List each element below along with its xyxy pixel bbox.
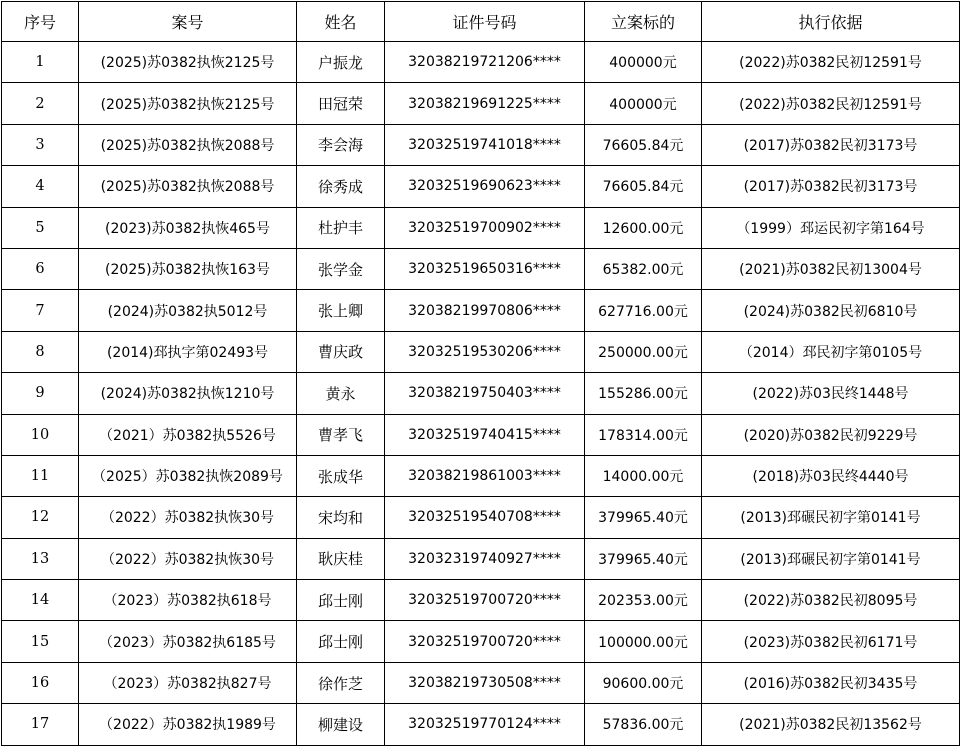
table-row (2, 290, 960, 331)
cell-index: 9 (2, 373, 79, 414)
cell-case-number: （2023）苏0382执6185号 (79, 621, 297, 662)
cell-basis: (2013)邳碾民初字第0141号 (702, 538, 960, 579)
header-index: 序号 (2, 2, 79, 42)
cell-case-number: （2023）苏0382执618号 (79, 580, 297, 621)
table-row (2, 455, 960, 496)
cell-index: 6 (2, 248, 79, 289)
table-row (2, 42, 960, 83)
header-name: 姓名 (297, 2, 385, 42)
cell-case-number: （2022）苏0382执1989号 (79, 704, 297, 745)
cell-amount: 400000元 (585, 42, 702, 83)
cell-basis: (2023)苏0382民初6171号 (702, 621, 960, 662)
cell-basis: (2017)苏0382民初3173号 (702, 124, 960, 165)
cell-id-number: 32032519650316**** (385, 248, 585, 289)
enforcement-table (1, 1, 960, 746)
cell-name: 杜护丰 (297, 207, 385, 248)
cell-case-number: (2025)苏0382执恢2125号 (79, 83, 297, 124)
cell-name: 柳建设 (297, 704, 385, 745)
cell-index: 12 (2, 497, 79, 538)
cell-case-number: (2024)苏0382执恢1210号 (79, 373, 297, 414)
cell-basis: (2021)苏0382民初13562号 (702, 704, 960, 745)
cell-basis: (2018)苏03民终4440号 (702, 455, 960, 496)
cell-basis: （2014）邳民初字第0105号 (702, 331, 960, 372)
cell-name: 田冠荣 (297, 83, 385, 124)
cell-basis: (2013)邳碾民初字第0141号 (702, 497, 960, 538)
cell-name: 徐秀成 (297, 166, 385, 207)
cell-index: 3 (2, 124, 79, 165)
header-basis: 执行依据 (702, 2, 960, 42)
cell-name: 户振龙 (297, 42, 385, 83)
cell-id-number: 32032519741018**** (385, 124, 585, 165)
cell-amount: 76605.84元 (585, 124, 702, 165)
cell-name: 张成华 (297, 455, 385, 496)
cell-case-number: (2023)苏0382执恢465号 (79, 207, 297, 248)
cell-case-number: （2023）苏0382执827号 (79, 662, 297, 703)
table-row (2, 124, 960, 165)
cell-amount: 14000.00元 (585, 455, 702, 496)
cell-case-number: （2021）苏0382执5526号 (79, 414, 297, 455)
cell-id-number: 32038219691225**** (385, 83, 585, 124)
table-row (2, 414, 960, 455)
cell-index: 2 (2, 83, 79, 124)
cell-basis: (2022)苏0382民初12591号 (702, 42, 960, 83)
cell-case-number: （2022）苏0382执恢30号 (79, 497, 297, 538)
header-case-number: 案号 (79, 2, 297, 42)
cell-name: 耿庆桂 (297, 538, 385, 579)
cell-name: 邱士刚 (297, 621, 385, 662)
cell-name: 曹庆政 (297, 331, 385, 372)
cell-amount: 57836.00元 (585, 704, 702, 745)
cell-id-number: 32032519530206**** (385, 331, 585, 372)
cell-id-number: 32038219721206**** (385, 42, 585, 83)
cell-index: 11 (2, 455, 79, 496)
cell-name: 徐作芝 (297, 662, 385, 703)
cell-id-number: 32032519700720**** (385, 621, 585, 662)
table-row (2, 497, 960, 538)
cell-id-number: 32032519740415**** (385, 414, 585, 455)
cell-id-number: 32032519700720**** (385, 580, 585, 621)
cell-case-number: (2025)苏0382执恢2125号 (79, 42, 297, 83)
cell-id-number: 32032519690623**** (385, 166, 585, 207)
cell-id-number: 32038219970806**** (385, 290, 585, 331)
cell-amount: 76605.84元 (585, 166, 702, 207)
table-row (2, 207, 960, 248)
cell-basis: （1999）邳运民初字第164号 (702, 207, 960, 248)
cell-amount: 90600.00元 (585, 662, 702, 703)
table-row (2, 662, 960, 703)
cell-name: 李会海 (297, 124, 385, 165)
cell-id-number: 32032319740927**** (385, 538, 585, 579)
cell-index: 7 (2, 290, 79, 331)
header-amount: 立案标的 (585, 2, 702, 42)
cell-case-number: (2024)苏0382执5012号 (79, 290, 297, 331)
cell-amount: 202353.00元 (585, 580, 702, 621)
table-row (2, 166, 960, 207)
table-header (2, 2, 960, 42)
cell-basis: (2022)苏0382民初12591号 (702, 83, 960, 124)
cell-name: 宋均和 (297, 497, 385, 538)
cell-index: 14 (2, 580, 79, 621)
cell-name: 张学金 (297, 248, 385, 289)
cell-amount: 100000.00元 (585, 621, 702, 662)
cell-amount: 627716.00元 (585, 290, 702, 331)
cell-id-number: 32038219730508**** (385, 662, 585, 703)
cell-amount: 178314.00元 (585, 414, 702, 455)
table-row (2, 538, 960, 579)
table-row (2, 83, 960, 124)
header-row (2, 2, 960, 42)
cell-id-number: 32038219750403**** (385, 373, 585, 414)
table-row (2, 580, 960, 621)
cell-index: 13 (2, 538, 79, 579)
table-body (2, 42, 960, 746)
cell-case-number: (2025)苏0382执恢2088号 (79, 166, 297, 207)
cell-basis: (2017)苏0382民初3173号 (702, 166, 960, 207)
cell-amount: 379965.40元 (585, 538, 702, 579)
cell-index: 16 (2, 662, 79, 703)
table-row (2, 373, 960, 414)
cell-amount: 12600.00元 (585, 207, 702, 248)
cell-id-number: 32032519540708**** (385, 497, 585, 538)
cell-id-number: 32032519700902**** (385, 207, 585, 248)
cell-index: 4 (2, 166, 79, 207)
cell-index: 1 (2, 42, 79, 83)
table-row (2, 331, 960, 372)
cell-index: 15 (2, 621, 79, 662)
cell-case-number: （2022）苏0382执恢30号 (79, 538, 297, 579)
cell-basis: (2016)苏0382民初3435号 (702, 662, 960, 703)
cell-basis: (2022)苏03民终1448号 (702, 373, 960, 414)
cell-case-number: (2014)邳执字第02493号 (79, 331, 297, 372)
cell-index: 10 (2, 414, 79, 455)
cell-amount: 155286.00元 (585, 373, 702, 414)
cell-basis: (2022)苏0382民初8095号 (702, 580, 960, 621)
cell-name: 邱士刚 (297, 580, 385, 621)
cell-id-number: 32038219861003**** (385, 455, 585, 496)
cell-case-number: (2025)苏0382执恢163号 (79, 248, 297, 289)
table-row (2, 621, 960, 662)
cell-amount: 379965.40元 (585, 497, 702, 538)
cell-case-number: （2025）苏0382执恢2089号 (79, 455, 297, 496)
cell-amount: 250000.00元 (585, 331, 702, 372)
header-id-number: 证件号码 (385, 2, 585, 42)
table-row (2, 248, 960, 289)
cell-basis: (2020)苏0382民初9229号 (702, 414, 960, 455)
cell-amount: 65382.00元 (585, 248, 702, 289)
cell-index: 17 (2, 704, 79, 745)
table-row (2, 704, 960, 745)
cell-name: 张上卿 (297, 290, 385, 331)
cell-index: 5 (2, 207, 79, 248)
cell-name: 曹孝飞 (297, 414, 385, 455)
cell-index: 8 (2, 331, 79, 372)
cell-basis: (2024)苏0382民初6810号 (702, 290, 960, 331)
cell-name: 黄永 (297, 373, 385, 414)
cell-id-number: 32032519770124**** (385, 704, 585, 745)
cell-case-number: (2025)苏0382执恢2088号 (79, 124, 297, 165)
cell-basis: (2021)苏0382民初13004号 (702, 248, 960, 289)
cell-amount: 400000元 (585, 83, 702, 124)
